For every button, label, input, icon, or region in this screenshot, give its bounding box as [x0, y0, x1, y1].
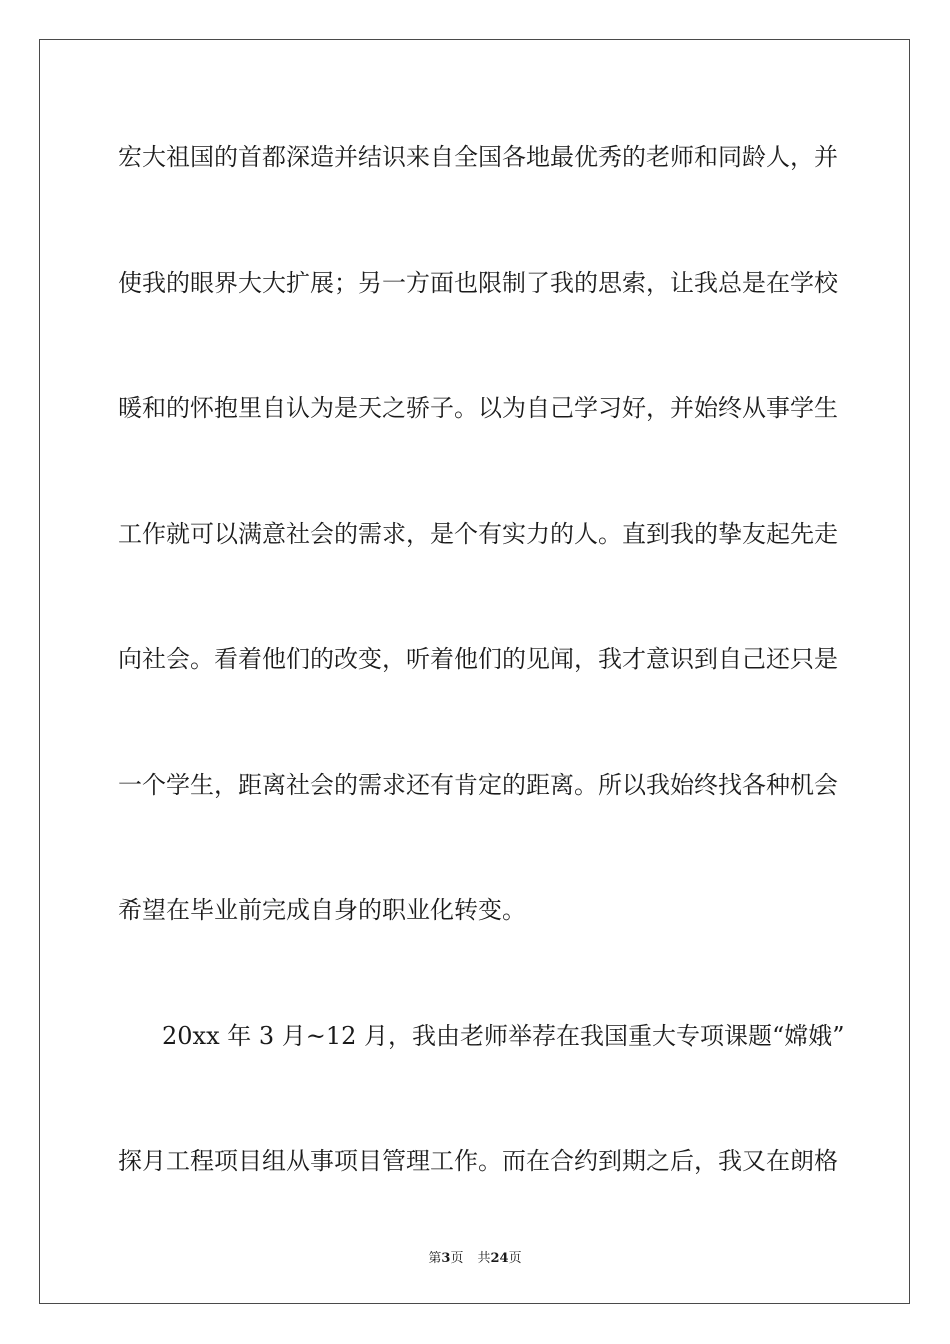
footer-total-prefix: 共 [477, 1251, 491, 1266]
footer-total-pages: 24 [490, 1251, 509, 1266]
text-line: 向社会。看着他们的改变，听着他们的见闻，我才意识到自己还只是 [118, 645, 838, 673]
footer-page-prefix: 第 [428, 1251, 442, 1266]
text-line: 探月工程项目组从事项目管理工作。而在合约到期之后，我又在朗格 [118, 1147, 838, 1175]
text-line: 一个学生，距离社会的需求还有肯定的距离。所以我始终找各种机会 [118, 771, 838, 799]
footer-page-number: 3 [441, 1251, 451, 1266]
text-line: 希望在毕业前完成自身的职业化转变。 [118, 896, 526, 924]
paragraph-first-line: 20xx 年 3 月~12 月，我由老师举荐在我国重大专项课题“嫦娥” [162, 1022, 845, 1050]
text-line: 暖和的怀抱里自认为是天之骄子。以为自己学习好，并始终从事学生 [118, 394, 838, 422]
footer-total-suffix: 页 [508, 1251, 522, 1266]
footer-page-suffix: 页 [450, 1251, 464, 1266]
text-line: 工作就可以满意社会的需求，是个有实力的人。直到我的挚友起先走 [118, 520, 838, 548]
text-line: 宏大祖国的首都深造并结识来自全国各地最优秀的老师和同龄人，并 [118, 143, 838, 171]
text-line: 使我的眼界大大扩展；另一方面也限制了我的思索，让我总是在学校 [118, 269, 838, 297]
page-footer [0, 1247, 950, 1266]
